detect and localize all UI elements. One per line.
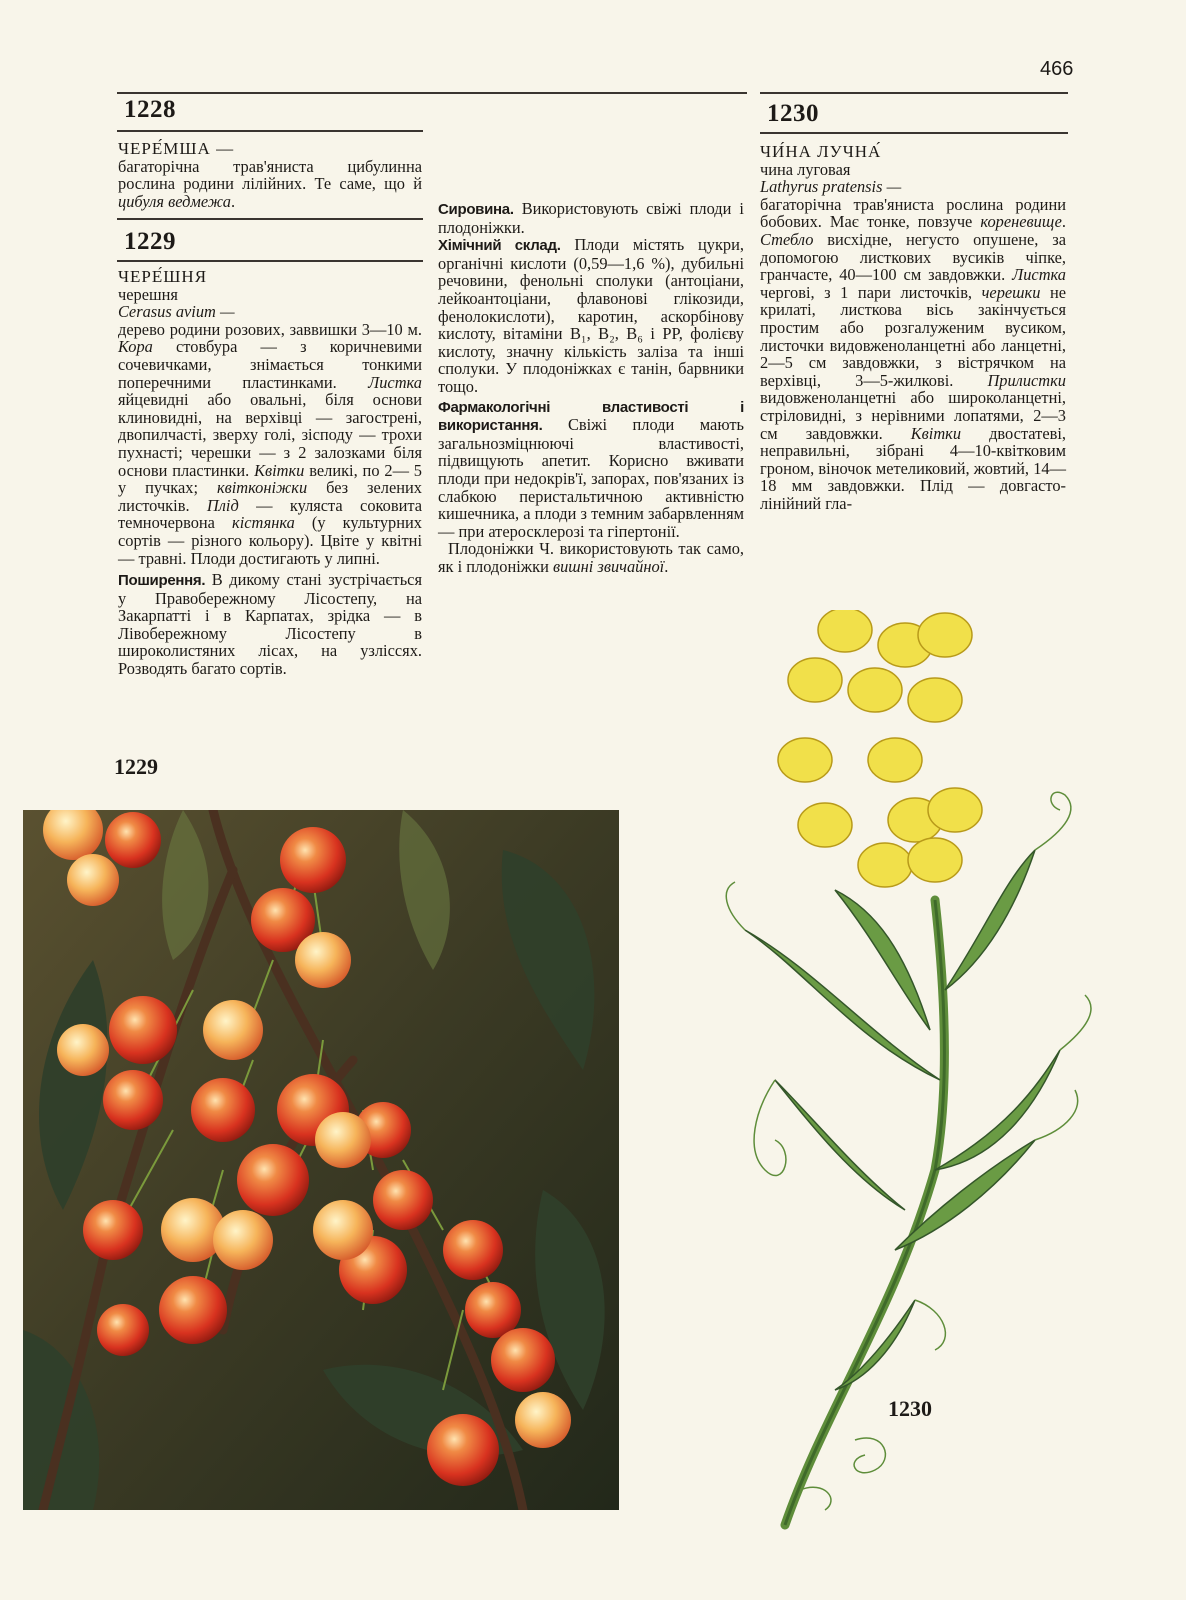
cherry-fruit <box>315 1112 371 1168</box>
entry-1228-body <box>118 140 422 210</box>
cherry-fruit <box>465 1282 521 1338</box>
cherry-fruit <box>191 1078 255 1142</box>
figure-1229-label: 1229 <box>114 754 158 779</box>
description-segment: яйцевидні або овальні, біля основи клиновидні, на верхівці — загострені, двопилчасті, зверху голі, зісподу — трохи пухнасті; черешки — з 2 залозками біля основи пластинки. <box>118 390 422 480</box>
description-segment: Квітки <box>254 460 305 480</box>
entry-1229-top-rule <box>117 218 423 220</box>
yellow-flower <box>848 668 902 712</box>
entry-1229-russian: черешня <box>118 284 178 304</box>
yellow-flower <box>928 788 982 832</box>
description-segment: Квітки <box>910 423 962 443</box>
cherry-fruit <box>57 1024 109 1076</box>
cherry-fruit <box>295 932 351 988</box>
cherry-fruit <box>109 996 177 1064</box>
description-segment: Плід <box>206 495 239 515</box>
cherry-fruit <box>159 1276 227 1344</box>
cherry-fruit <box>443 1220 503 1280</box>
description-segment: багаторічна трав'яниста рослина родини бобових. Має тонке, повзуче <box>760 194 1066 232</box>
entry-1228-title: ЧЕРЕ́МША — <box>118 139 235 158</box>
cherry-fruit <box>97 1304 149 1356</box>
description-segment: черешки <box>981 282 1041 302</box>
yellow-flower <box>868 738 922 782</box>
entry-1228-number: 1228 <box>124 96 176 123</box>
entry-1229-raw: Сировина. Використовують свіжі плоди і плодоніжки. <box>438 199 744 237</box>
description-segment: Кора <box>118 337 153 357</box>
description-segment: двостатеві, неправильні, зібрані 4—10-квітковим гроном, віночок метеликовий, жовтий, 14—18 мм завдовжки. Плід — довгасто-лінійний гла- <box>760 423 1066 513</box>
entry-1229-stems-ref: вишні звичайної <box>552 556 665 576</box>
description-segment: стовбура — з коричневими сочевичками, знімається тонкими поперечними пластинками. <box>118 337 422 392</box>
entry-1229-latin: Cerasus avium — <box>118 302 235 322</box>
description-segment: Стебло <box>760 229 814 249</box>
description-segment: висхідне, негусто опушене, за допомогою листкових вусиків чіпке, гранчасте, 40—100 см завдовжки. <box>760 229 1066 285</box>
cherry-fruit <box>103 1070 163 1130</box>
entry-1229-distribution: Поширення. В дикому стані зустрічається у Правобережному Лісостепу, на Закарпатті і в Карпатах, зрідка — в Лівобережному Лісостепу в широколистяних лісах, на узліссях. Розводять багато сортів. <box>118 570 422 679</box>
description-segment: Прилистки <box>987 370 1066 390</box>
yellow-flower <box>908 838 962 882</box>
entry-1229-chem: Хімічний склад. Плоди містять цукри, органічні кислоти (0,59—1,6 %), дубильні речовини, фенольні сполуки (антоціани, лейкоантоціани, флавонові глікозиди, фенолокислоти), каротин, аскорбінову кислоту, вітаміни B₁, B₂, B₆ і PP, фолієву кислоту, значну кількість заліза та інші сполуки. У плодоніжках є танін, барвники тощо. <box>438 235 744 396</box>
description-segment: чергові, з 1 пари листочків, <box>760 282 982 302</box>
description-segment: (у культурних сортів — різного кольору). Цвіте у квітні — травні. Плоди достигають у липні. <box>118 513 422 568</box>
entry-1230-body <box>760 143 1066 512</box>
description-segment: Листка <box>1012 265 1066 285</box>
entry-1229-body <box>118 268 422 678</box>
entry-1229-stems: Плодоніжки Ч. використовують так само, як і плодоніжки вишні звичайної. <box>438 539 744 576</box>
yellow-flower <box>858 843 912 887</box>
entry-1228-top-rule <box>117 92 747 94</box>
figure-1230-label: 1230 <box>888 1396 932 1421</box>
cherry-fruit <box>213 1210 273 1270</box>
cherry-fruit <box>83 1200 143 1260</box>
description-segment: . <box>1061 212 1066 232</box>
entry-1230-top-rule <box>760 92 1068 94</box>
entry-1230-title: ЧИ́НА ЛУЧНА́ <box>760 142 882 161</box>
description-segment: великі, по 2— 5 у пучках; <box>118 460 423 498</box>
cherry-fruit <box>491 1328 555 1392</box>
cherry-fruit <box>67 854 119 906</box>
yellow-flower <box>788 658 842 702</box>
yellow-flower <box>798 803 852 847</box>
cherry-fruit <box>203 1000 263 1060</box>
entry-1228-ref: цибуля ведмежа <box>118 191 231 211</box>
entry-1230-number: 1230 <box>767 100 819 127</box>
cherry-fruit <box>373 1170 433 1230</box>
entry-1229-number: 1229 <box>124 228 176 255</box>
entry-1229-description <box>118 321 422 567</box>
description-segment: видовженоланцетні або широколанцетні, стріловидні, з нерівними лопатями, 2—3 см завдовжки. <box>760 388 1066 443</box>
entry-1229-pharm: Фармакологічні властивості і використання. Свіжі плоди мають загальнозміцнюючі властивості, підвищують апетит. Корисно вживати плоди при недокрів'ї, запорах, пов'язаних із слабкою перистальтичною активністю кишечника, а плоди з темним забарвленням — при атеросклерозі та гіпертонії. <box>438 398 744 541</box>
entry-1230-description <box>760 196 1066 513</box>
description-segment: дерево родини розових, заввишки 3—10 м. <box>118 319 422 339</box>
entry-1228-bottom-rule <box>117 130 423 132</box>
description-segment: без зелених листочків. <box>118 478 422 515</box>
description-segment: — куляста соковита темночервона <box>118 495 423 533</box>
yellow-flower <box>918 613 972 657</box>
cherry-fruit <box>427 1414 499 1486</box>
entry-1229-bottom-rule <box>117 260 423 262</box>
entry-1229-title: ЧЕРЕ́ШНЯ <box>118 267 208 286</box>
description-segment: кістянка <box>232 513 295 533</box>
entry-1228-text: багаторічна трав'яниста цибулинна рослина родини лілійних. Те саме, що й цибуля ведмежа. <box>118 156 422 211</box>
description-segment: квітконіжки <box>216 478 308 498</box>
entry-1229-continuation <box>438 200 744 575</box>
entry-1230-russian: чина луговая <box>760 159 851 179</box>
description-segment: Листка <box>368 372 422 392</box>
cherry-fruit <box>515 1392 571 1448</box>
description-segment: не крилаті, листкова вісь закінчується простим або розгалуженим вусиком, листочки видовженоланцетні або ланцетні, 2—5 см завдовжки, з вістрячком на верхівці, 3—5-жилкові. <box>760 282 1067 390</box>
cherry-fruit <box>313 1200 373 1260</box>
yellow-flower <box>908 678 962 722</box>
cherry-fruit <box>105 812 161 868</box>
meadow-pea-illustration <box>705 610 1105 1530</box>
yellow-flower <box>778 738 832 782</box>
yellow-flower <box>818 610 872 652</box>
cherry-fruit <box>280 827 346 893</box>
page-number: 466 <box>1040 58 1074 80</box>
entry-1230-latin: Lathyrus pratensis — <box>760 177 902 197</box>
cherry-photo <box>23 810 619 1510</box>
description-segment: кореневище <box>980 212 1062 232</box>
cherry-fruit <box>237 1144 309 1216</box>
entry-1230-bottom-rule <box>760 132 1068 134</box>
